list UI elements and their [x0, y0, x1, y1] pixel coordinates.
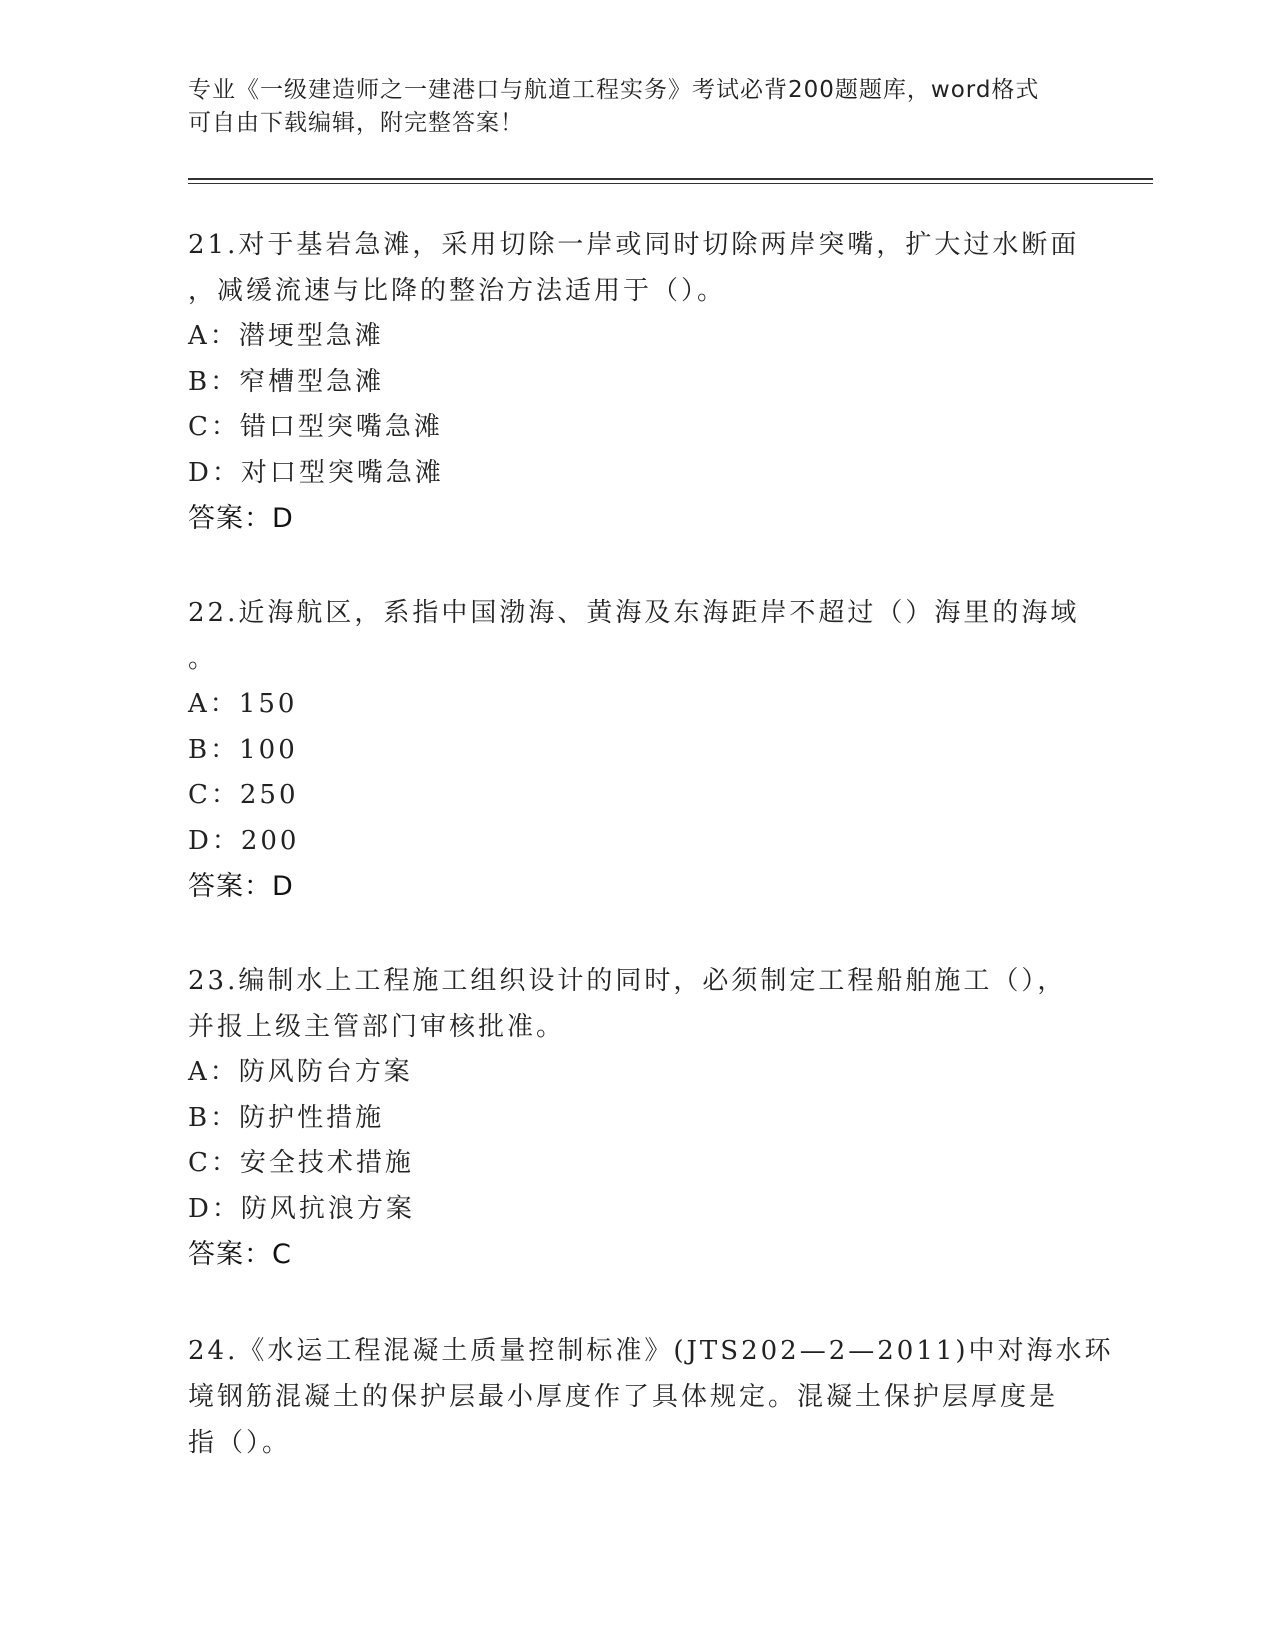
answer-value: C: [272, 1239, 292, 1270]
option-d: D：防风抗浪方案: [188, 1193, 415, 1224]
option-b: B：窄槽型急滩: [188, 366, 385, 397]
question-text-line: 24.《水运工程混凝土质量控制标准》(JTS202—2—2011)中对海水环: [188, 1336, 1114, 1366]
document-header: [188, 74, 1088, 140]
header-divider-thin: [188, 183, 1153, 184]
answer-line: [188, 1232, 1088, 1278]
question-21: [188, 222, 1088, 542]
question-text-line: 21.对于基岩急滩，采用切除一岸或同时切除两岸突嘴，扩大过水断面: [188, 230, 1080, 260]
question-text-line: 境钢筋混凝土的保护层最小厚度作了具体规定。混凝土保护层厚度是: [188, 1382, 1059, 1412]
question-23: [188, 958, 1088, 1278]
option-a: A：防风防台方案: [188, 1057, 413, 1087]
header-line-1: 专业《一级建造师之一建港口与航道工程实务》考试必背200题题库，word格式: [188, 77, 1040, 103]
header-line-2: 可自由下载编辑，附完整答案！: [188, 110, 524, 136]
option-d: D：对口型突嘴急滩: [188, 457, 444, 488]
answer-line: [188, 864, 1088, 910]
header-divider-thick: [188, 178, 1153, 180]
question-text-line: 。: [188, 644, 218, 674]
answer-label: 答案：: [188, 503, 272, 534]
answer-value: D: [272, 871, 294, 902]
answer-label: 答案：: [188, 1239, 272, 1270]
question-22: [188, 590, 1088, 910]
answer-value: D: [272, 503, 294, 534]
question-text-line: ，减缓流速与比降的整治方法适用于（）。: [188, 276, 727, 306]
option-c: C：250: [188, 780, 299, 810]
question-text-line: 并报上级主管部门审核批准。: [188, 1012, 566, 1042]
option-b: B：防护性措施: [188, 1102, 385, 1133]
option-c: C：错口型突嘴急滩: [188, 412, 443, 442]
answer-line: [188, 496, 1088, 542]
option-a: A：150: [188, 689, 298, 719]
option-a: A：潜埂型急滩: [188, 321, 384, 351]
question-24: [188, 1328, 1114, 1466]
question-text-line: 指（）。: [188, 1428, 292, 1458]
option-d: D：200: [188, 825, 300, 856]
option-c: C：安全技术措施: [188, 1148, 414, 1178]
question-text-line: 22.近海航区，系指中国渤海、黄海及东海距岸不超过（）海里的海域: [188, 598, 1080, 628]
answer-label: 答案：: [188, 871, 272, 902]
option-b: B：100: [188, 734, 298, 765]
question-text-line: 23.编制水上工程施工组织设计的同时，必须制定工程船舶施工（），: [188, 966, 1067, 996]
